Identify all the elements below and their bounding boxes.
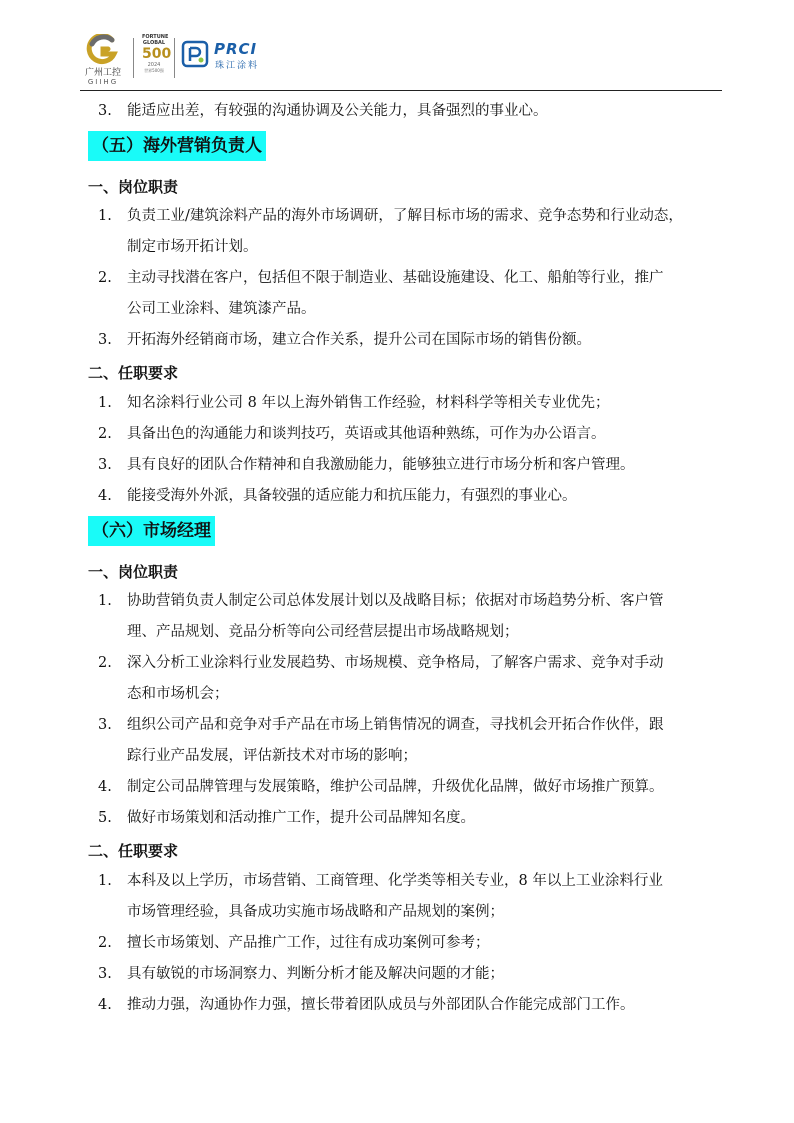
header-divider [133,38,134,78]
list-text: 理、产品规划、竞品分析等向公司经营层提出市场战略规划； [127,624,519,640]
list-text: 制定市场开拓计划。 [127,239,258,255]
list-text: 擅长市场策划、产品推广工作，过往有成功案例可参考； [127,935,490,951]
fortune-line2: GLOBAL [142,40,166,46]
list-text: 主动寻找潜在客户，包括但不限于制造业、基础设施建设、化工、船舶等行业，推广 [127,270,664,286]
requirements-heading: 二、任职要求 [88,364,179,382]
list-text: 态和市场机会； [127,686,229,702]
list-text: 负责工业/建筑涂料产品的海外市场调研，了解目标市场的需求、竞争态势和行业动态， [127,208,683,224]
fortune-500-badge [142,34,172,80]
list-number: 1. [98,873,112,889]
list-number: 3. [98,717,112,733]
list-number: 2. [98,935,112,951]
page-header [80,30,722,88]
header-divider [174,38,175,78]
list-text: 深入分析工业涂料行业发展趋势、市场规模、竞争格局，了解客户需求、竞争对手动 [127,655,664,671]
duties-heading: 一、岗位职责 [88,563,179,581]
list-number: 3. [98,332,112,348]
section-title: （六）市场经理 [88,516,215,546]
list-text: 能接受海外外派，具备较强的适应能力和抗压能力，有强烈的事业心。 [127,488,577,504]
list-text: 踪行业产品发展，评估新技术对市场的影响； [127,748,417,764]
list-number: 1. [98,395,112,411]
list-number: 3. [98,103,112,119]
giihg-logo-text: 广州工控 [84,68,121,78]
list-number: 5. [98,810,112,826]
list-number: 2. [98,655,112,671]
list-text: 本科及以上学历，市场营销、工商管理、化学类等相关专业，8 年以上工业涂料行业 [127,873,663,889]
fortune-number: 500 [142,46,172,62]
list-text: 开拓海外经销商市场，建立合作关系，提升公司在国际市场的销售份额。 [127,332,591,348]
list-text: 具备出色的沟通能力和谈判技巧，英语或其他语种熟练，可作为办公语言。 [127,426,606,442]
list-text: 制定公司品牌管理与发展策略，维护公司品牌，升级优化品牌，做好市场推广预算。 [127,779,664,795]
list-number: 2. [98,270,112,286]
list-text: 市场管理经验，具备成功实施市场战略和产品规划的案例； [127,904,504,920]
prci-logo-cn: 珠江涂料 [215,61,260,71]
fortune-cn: 世界500强 [144,68,164,73]
giihg-logo-icon [86,34,118,66]
list-text: 能适应出差，有较强的沟通协调及公关能力，具备强烈的事业心。 [127,103,548,119]
duties-heading: 一、岗位职责 [88,178,179,196]
list-number: 1. [98,208,112,224]
giihg-logo-sub: GIIHG [87,78,119,86]
header-rule [80,90,722,91]
list-number: 4. [98,779,112,795]
prci-logo-icon [181,40,209,68]
list-number: 3. [98,457,112,473]
prci-logo-text: PRCI [214,40,258,58]
list-number: 2. [98,426,112,442]
list-text: 具有敏锐的市场洞察力、判断分析才能及解决问题的才能； [127,966,504,982]
list-text: 组织公司产品和竞争对手产品在市场上销售情况的调查，寻找机会开拓合作伙伴，跟 [127,717,664,733]
list-text: 知名涂料行业公司 8 年以上海外销售工作经验，材料科学等相关专业优先； [127,395,610,411]
list-text: 推动力强，沟通协作力强，擅长带着团队成员与外部团队合作能完成部门工作。 [127,997,635,1013]
list-text: 具有良好的团队合作精神和自我激励能力，能够独立进行市场分析和客户管理。 [127,457,635,473]
list-number: 1. [98,593,112,609]
list-text: 做好市场策划和活动推广工作，提升公司品牌知名度。 [127,810,475,826]
list-number: 4. [98,488,112,504]
fortune-year: 2024 [147,62,161,68]
list-text: 公司工业涂料、建筑漆产品。 [127,301,316,317]
list-number: 4. [98,997,112,1013]
requirements-heading: 二、任职要求 [88,842,179,860]
fortune-line1: FORTUNE [142,34,169,40]
section-title: （五）海外营销负责人 [88,131,266,161]
list-text: 协助营销负责人制定公司总体发展计划以及战略目标；依据对市场趋势分析、客户管 [127,593,664,609]
list-number: 3. [98,966,112,982]
